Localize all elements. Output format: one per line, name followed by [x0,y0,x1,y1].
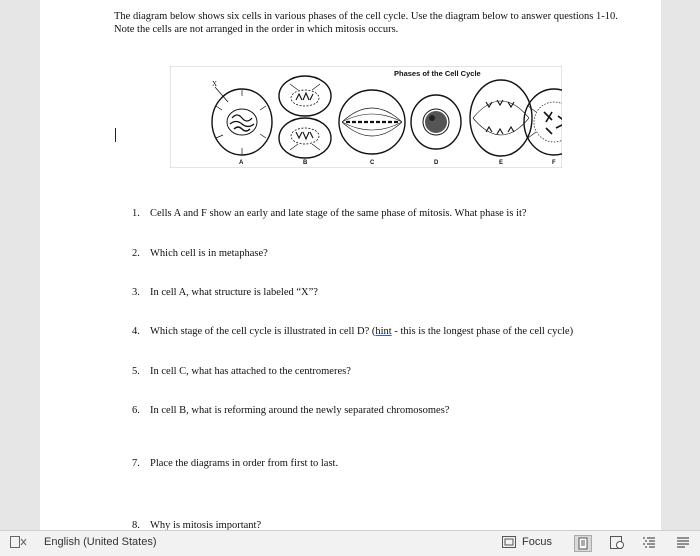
web-layout-view-icon[interactable] [610,536,624,552]
language-indicator[interactable]: English (United States) [44,536,157,548]
cell-label-c: C [370,160,375,166]
cell-label-d: D [434,160,439,166]
intro-paragraph: The diagram below shows six cells in various phases of the cell cycle. Use the diagram below to answer questions 1-10. Note the cells are not arranged in the order in which mitosis occurs. [114,11,618,35]
cell-label-f: F [552,160,556,166]
hint-word: hint [375,326,392,337]
diagram-title: Phases of the Cell Cycle [394,69,481,78]
question-4: 4. Which stage of the cell cycle is illustrated in cell D? (hint - this is the longest phase of the cell cycle) [132,326,574,337]
question-3: 3. In cell A, what structure is labeled “X”? [132,287,318,298]
outline-view-icon[interactable] [642,536,656,552]
print-layout-view-icon[interactable] [574,535,592,552]
proofing-icon[interactable] [10,536,28,551]
question-2: 2. Which cell is in metaphase? [132,248,268,259]
question-8: 8. Why is mitosis important? [132,520,262,530]
question-7: 7. Place the diagrams in order from first to last. [132,458,339,469]
cell-label-a: A [239,160,244,166]
focus-icon[interactable] [502,536,516,551]
question-5: 5. In cell C, what has attached to the centromeres? [132,366,351,377]
pointer-x-label: X [212,80,218,88]
cell-label-e: E [499,160,504,166]
status-bar [0,530,700,556]
question-6: 6. In cell B, what is reforming around the newly separated chromosomes? [132,405,450,416]
focus-button[interactable]: Focus [522,536,552,548]
cell-cycle-diagram [170,66,562,168]
document-page[interactable] [40,0,661,530]
cell-label-b: B [303,160,308,166]
text-cursor [115,128,116,142]
draft-view-icon[interactable] [676,536,690,552]
question-1: 1. Cells A and F show an early and late stage of the same phase of mitosis. What phase is it? [132,208,527,219]
